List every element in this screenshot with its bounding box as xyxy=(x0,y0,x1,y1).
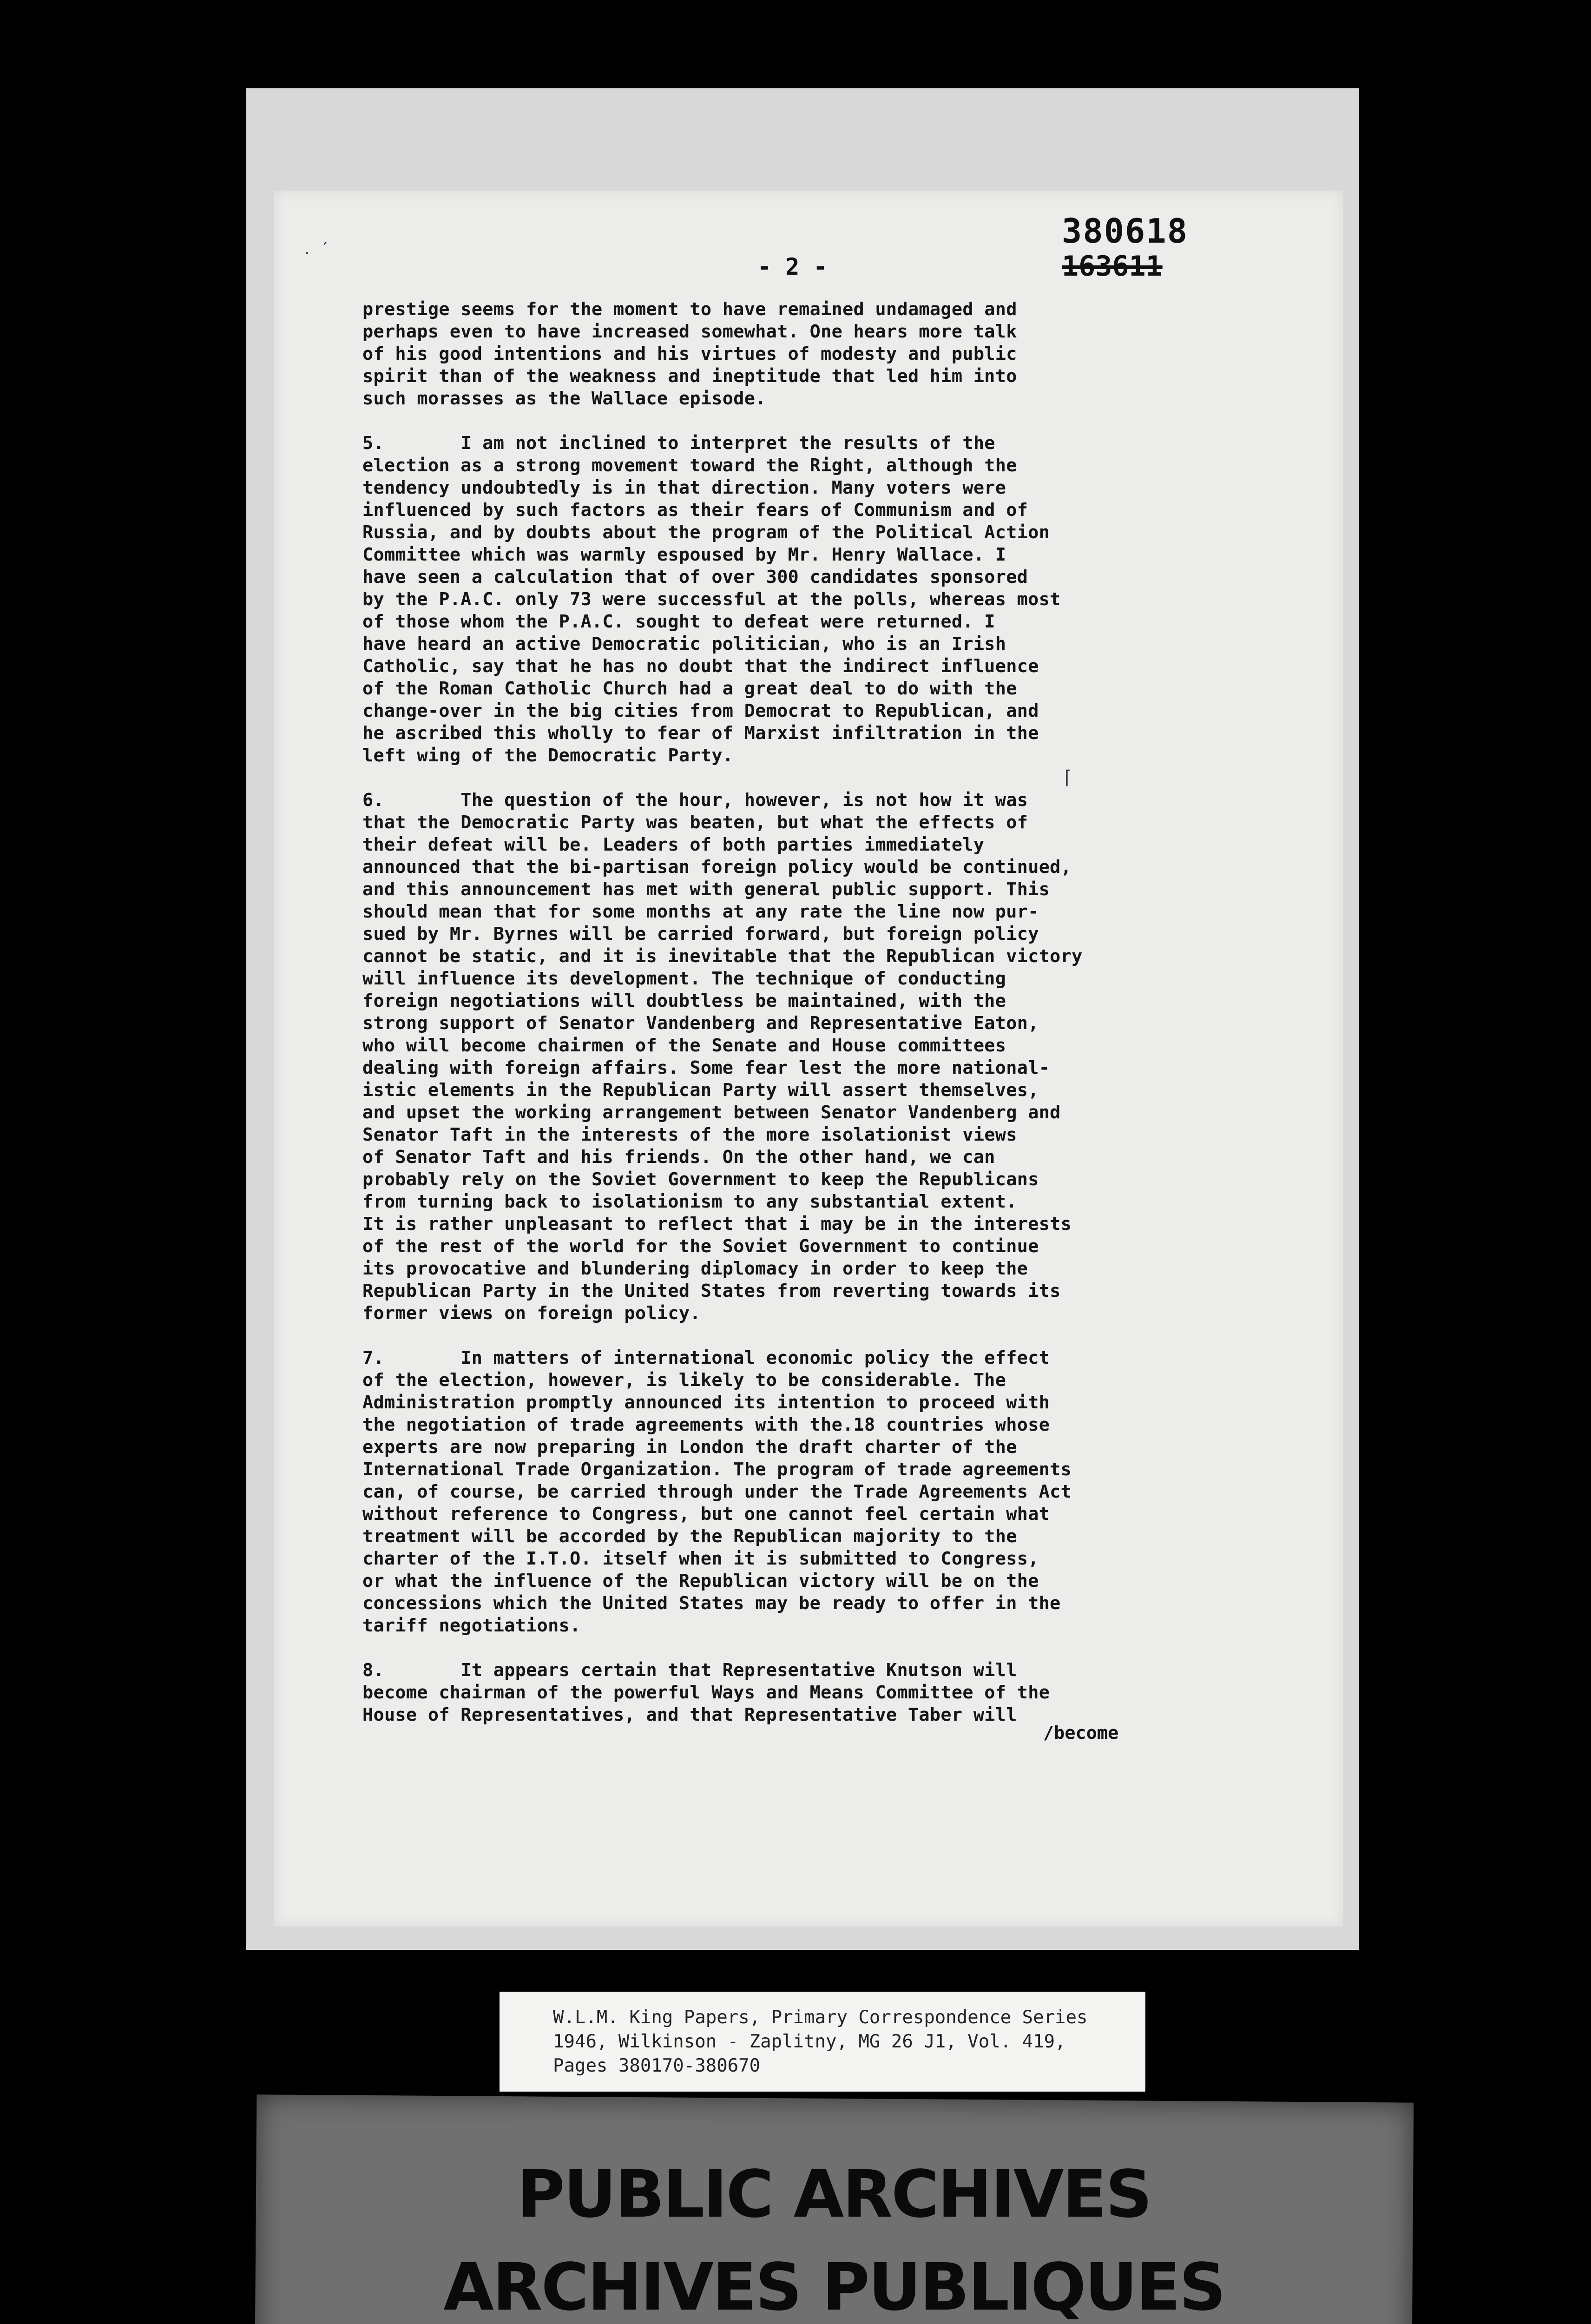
paragraph-6 xyxy=(362,789,1255,1325)
text-line: of the Roman Catholic Church had a great deal to do with the xyxy=(362,678,1017,699)
text-line: become chairman of the powerful Ways and Means Committee of the xyxy=(362,1682,1050,1703)
text-line: concessions which the United States may be ready to offer in the xyxy=(362,1593,1061,1614)
text-line: treatment will be accorded by the Republican majority to the xyxy=(362,1526,1017,1547)
text-line: of those whom the P.A.C. sought to defeat were returned. I xyxy=(362,611,995,632)
text-line: Administration promptly announced its intention to proceed with xyxy=(362,1392,1050,1413)
text-line: International Trade Organization. The program of trade agreements xyxy=(362,1459,1072,1480)
text-line: Senator Taft in the interests of the more isolationist views xyxy=(362,1124,1017,1145)
citation-line: 1946, Wilkinson - Zaplitny, MG 26 J1, Vol. 419, xyxy=(553,2031,1066,2052)
struck-number: 163611 xyxy=(1062,250,1163,283)
text-line: prestige seems for the moment to have remained undamaged and xyxy=(362,299,1017,320)
text-line: its provocative and blundering diplomacy in order to keep the xyxy=(362,1258,1028,1279)
text-line: and this announcement has met with general public support. This xyxy=(362,879,1050,900)
paragraph-5 xyxy=(362,432,1255,767)
text-line: cannot be static, and it is inevitable that the Republican victory xyxy=(362,946,1083,967)
text-line: from turning back to isolationism to any substantial extent. xyxy=(362,1191,1017,1212)
text-line: istic elements in the Republican Party will assert themselves, xyxy=(362,1080,1039,1101)
text-line: who will become chairmen of the Senate and House committees xyxy=(362,1035,1006,1056)
text-line: left wing of the Democratic Party. xyxy=(362,745,734,766)
text-line: 7. In matters of international economic policy the effect xyxy=(362,1347,1050,1368)
text-line: should mean that for some months at any rate the line now pur- xyxy=(362,901,1039,922)
text-line: dealing with foreign affairs. Some fear lest the more national- xyxy=(362,1057,1050,1078)
text-line: strong support of Senator Vandenberg and Representative Eaton, xyxy=(362,1013,1039,1034)
paragraph-continuation xyxy=(362,298,1255,410)
citation-line: Pages 380170-380670 xyxy=(553,2055,761,2076)
text-line: probably rely on the Soviet Government to keep the Republicans xyxy=(362,1169,1039,1190)
paragraph-8 xyxy=(362,1659,1255,1726)
continuation-catchword: /become xyxy=(1043,1723,1119,1743)
text-line: experts are now preparing in London the draft charter of the xyxy=(362,1437,1017,1458)
text-line: It is rather unpleasant to reflect that i may be in the interests xyxy=(362,1214,1072,1235)
page-number: - 2 - xyxy=(757,253,828,280)
text-line: or what the influence of the Republican victory will be on the xyxy=(362,1571,1039,1591)
text-line: Catholic, say that he has no doubt that the indirect influence xyxy=(362,656,1039,677)
text-line: Committee which was warmly espoused by Mr. Henry Wallace. I xyxy=(362,544,1006,565)
text-line: spirit than of the weakness and ineptitude that led him into xyxy=(362,366,1017,387)
text-line: he ascribed this wholly to fear of Marxist infiltration in the xyxy=(362,723,1039,744)
text-line: announced that the bi-partisan foreign policy would be continued, xyxy=(362,857,1072,878)
text-line: and upset the working arrangement between Senator Vandenberg and xyxy=(362,1102,1061,1123)
text-line: of Senator Taft and his friends. On the other hand, we can xyxy=(362,1147,995,1168)
archive-title-english: PUBLIC ARCHIVES xyxy=(517,2157,1151,2232)
text-line: influenced by such factors as their fears of Communism and of xyxy=(362,500,1028,521)
text-line: of his good intentions and his virtues of modesty and public xyxy=(362,343,1017,364)
text-line: 8. It appears certain that Representative Knutson will xyxy=(362,1660,1017,1681)
letter-body xyxy=(362,298,1255,1749)
text-line: election as a strong movement toward the Right, although the xyxy=(362,455,1017,476)
text-line: that the Democratic Party was beaten, but what the effects of xyxy=(362,812,1028,833)
text-line: charter of the I.T.O. itself when it is submitted to Congress, xyxy=(362,1548,1039,1569)
text-line: House of Representatives, and that Representative Taber will xyxy=(362,1704,1017,1725)
text-line: foreign negotiations will doubtless be maintained, with the xyxy=(362,990,1006,1011)
text-line: sued by Mr. Byrnes will be carried forward, but foreign policy xyxy=(362,924,1039,944)
text-line: by the P.A.C. only 73 were successful at the polls, whereas most xyxy=(362,589,1061,610)
text-line: perhaps even to have increased somewhat. One hears more talk xyxy=(362,321,1017,342)
text-line: tendency undoubtedly is in that direction. Many voters were xyxy=(362,477,1006,498)
stamp-number: 380618 xyxy=(1062,211,1189,251)
paragraph-7 xyxy=(362,1347,1255,1637)
archive-title-french: ARCHIVES PUBLIQUES xyxy=(443,2250,1225,2324)
text-line: Russia, and by doubts about the program of the Political Action xyxy=(362,522,1050,543)
text-line: change-over in the big cities from Democrat to Republican, and xyxy=(362,700,1039,721)
text-line: without reference to Congress, but one cannot feel certain what xyxy=(362,1504,1050,1525)
text-line: of the rest of the world for the Soviet Government to continue xyxy=(362,1236,1039,1257)
text-line: their defeat will be. Leaders of both parties immediately xyxy=(362,834,985,855)
handwritten-caret-mark: ⌈ xyxy=(1062,767,1073,788)
text-line: 6. The question of the hour, however, is not how it was xyxy=(362,790,1028,811)
text-line: the negotiation of trade agreements with the.18 countries whose xyxy=(362,1414,1050,1435)
text-line: of the election, however, is likely to be considerable. The xyxy=(362,1370,1006,1391)
text-line: have seen a calculation that of over 300 candidates sponsored xyxy=(362,567,1028,588)
text-line: such morasses as the Wallace episode. xyxy=(362,388,766,409)
text-line: Republican Party in the United States from reverting towards its xyxy=(362,1281,1061,1301)
text-line: will influence its development. The technique of conducting xyxy=(362,968,1006,989)
text-line: tariff negotiations. xyxy=(362,1615,581,1636)
text-line: 5. I am not inclined to interpret the results of the xyxy=(362,433,995,454)
text-line: have heard an active Democratic politician, who is an Irish xyxy=(362,634,1006,654)
pencil-tick-mark: ․ ′ xyxy=(304,239,330,258)
citation-line: W.L.M. King Papers, Primary Correspondence Series xyxy=(553,2007,1088,2028)
text-line: can, of course, be carried through under the Trade Agreements Act xyxy=(362,1481,1072,1502)
text-line: former views on foreign policy. xyxy=(362,1303,701,1324)
